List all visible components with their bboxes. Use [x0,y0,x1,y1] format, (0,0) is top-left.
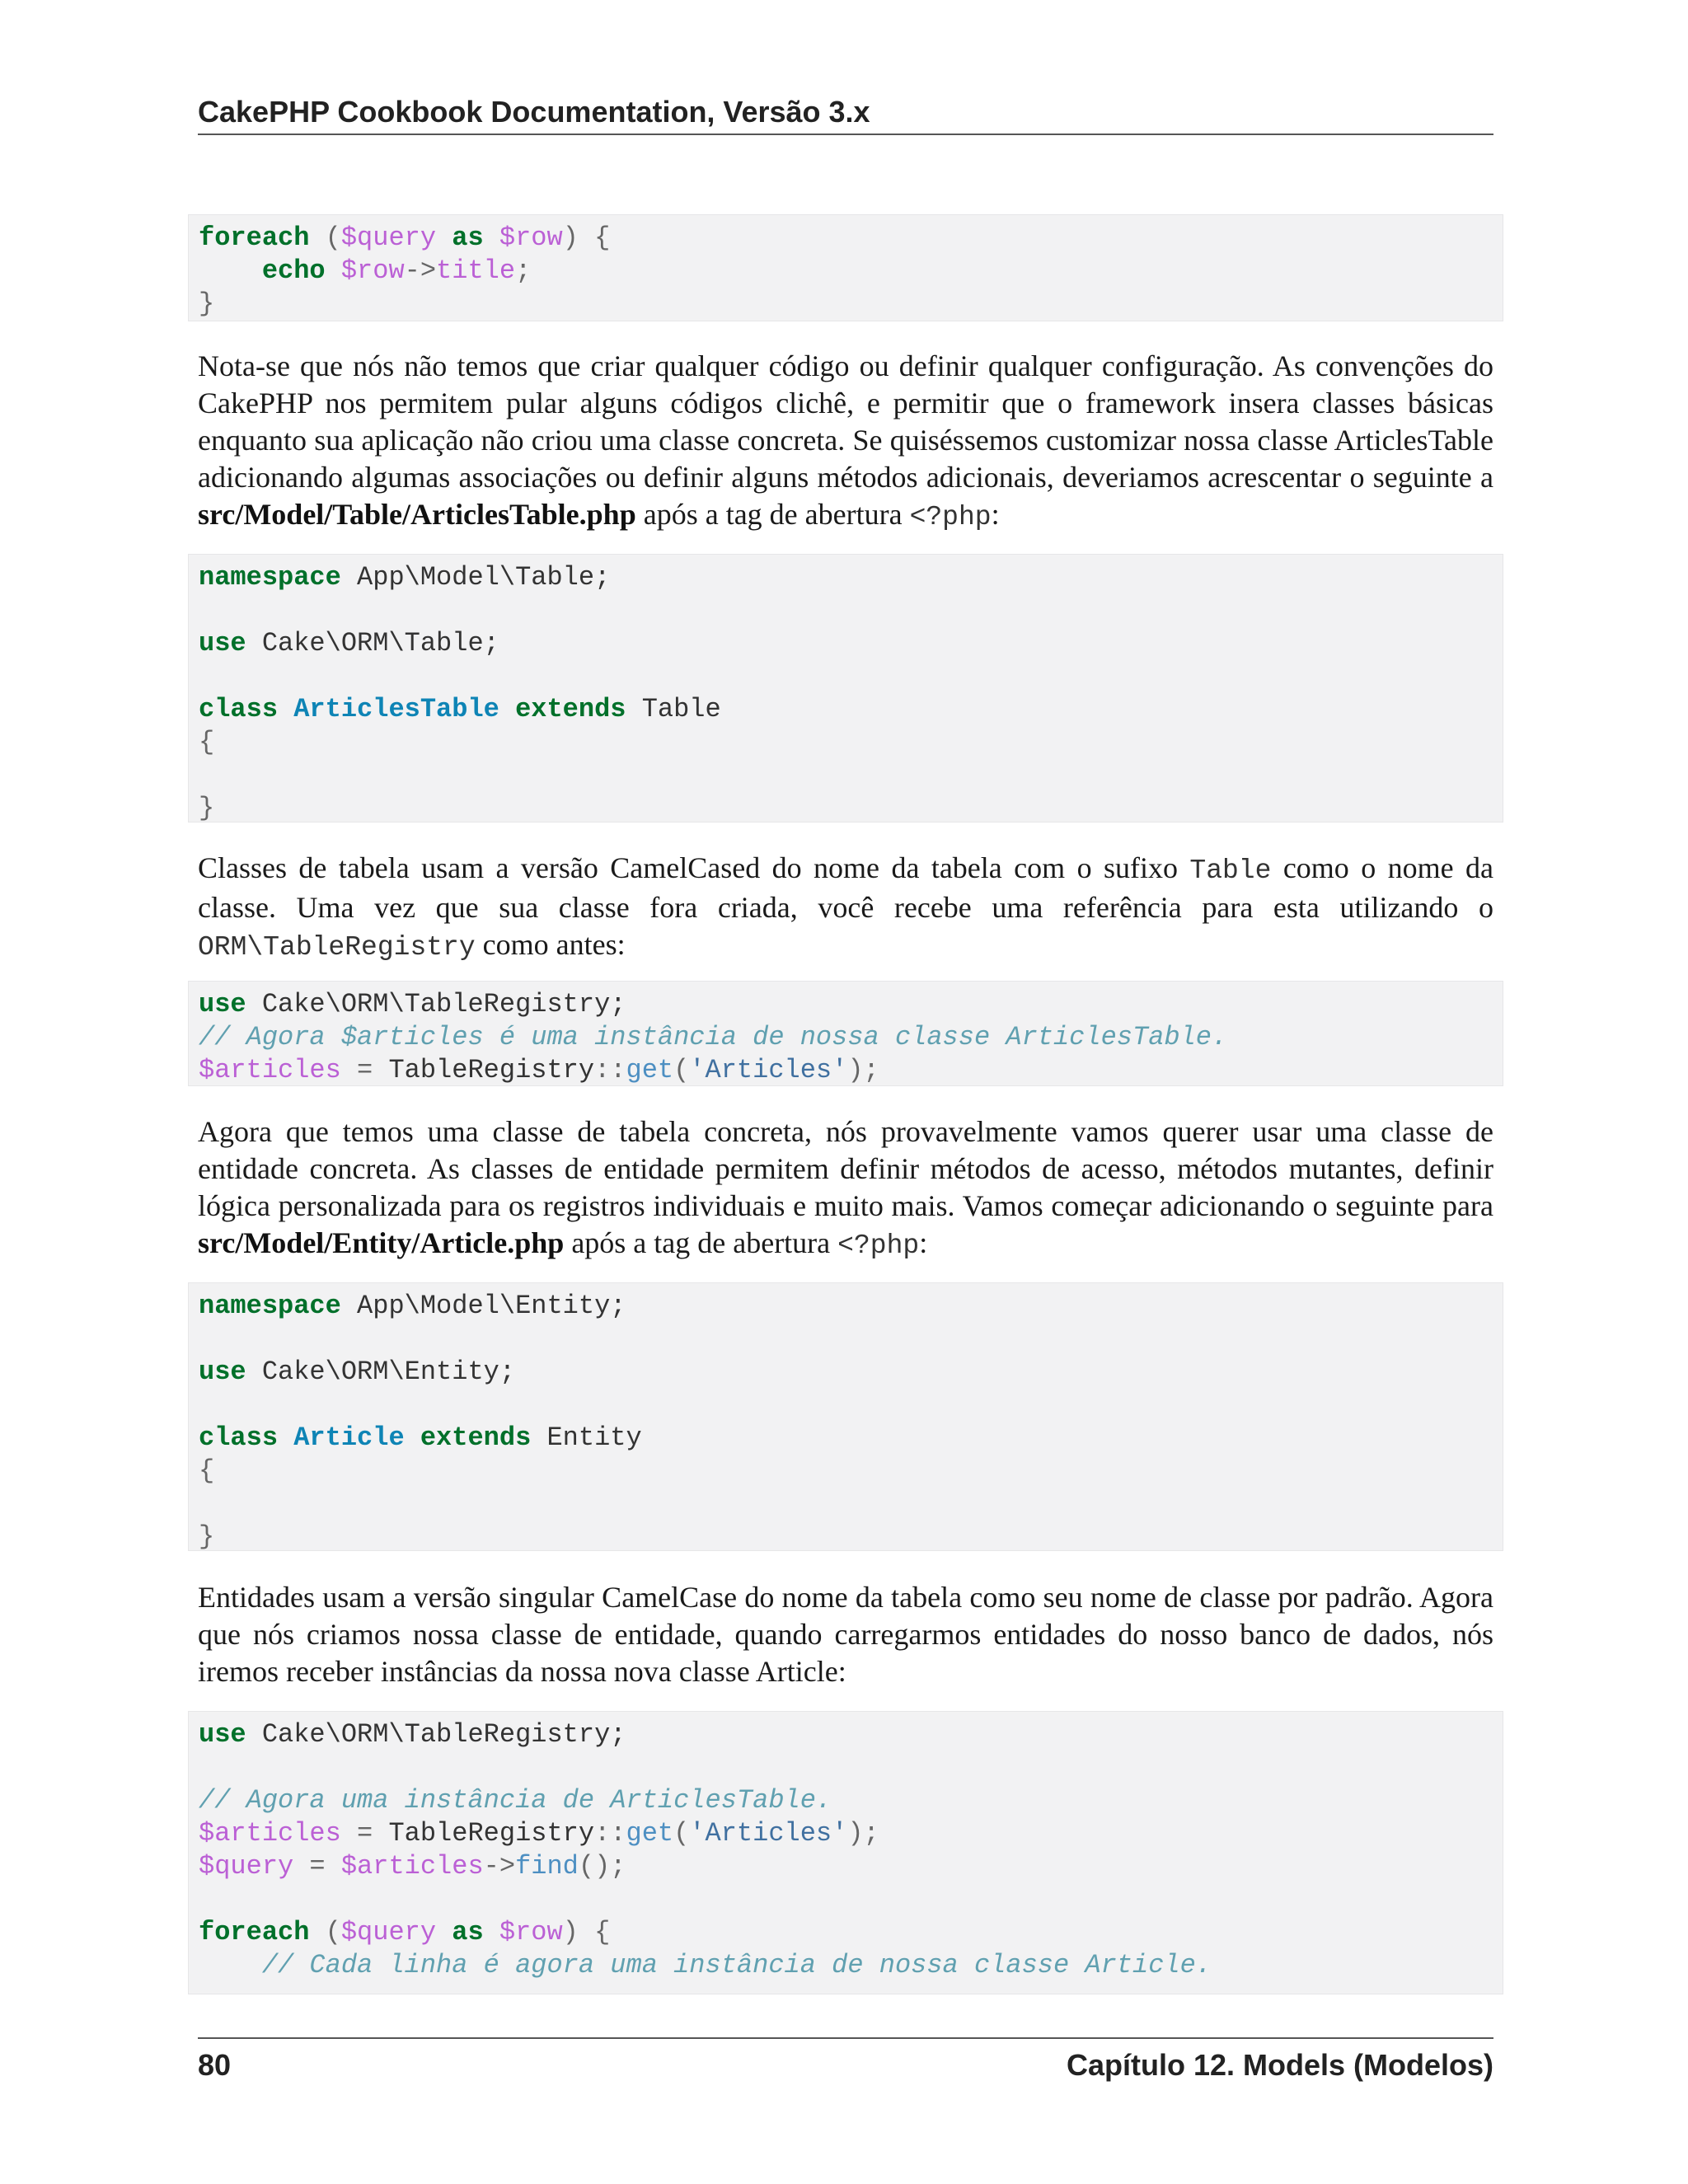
chapter-title: Capítulo 12. Models (Modelos) [1066,2048,1493,2082]
paragraph-entity-usage: Entidades usam a versão singular CamelCase do nome da tabela como seu nome de classe por padrão. Agora que nós criamos nossa classe de entidade, quando carregarmos entidades do nosso banco de dados, nós iremos receber instâncias da nossa nova classe Article: [198,1581,1493,1688]
code-comment: // Agora uma instância de ArticlesTable. [199,1785,832,1816]
code-block-foreach: foreach ($query as $row) { echo $row->title; } [188,214,1503,321]
paragraph-entity-intro: Agora que temos uma classe de tabela concreta, nós provavelmente vamos querer usar uma classe de entidade concreta. As classes de entidade permitem definir métodos de acesso, métodos mutantes, definir lógica personalizada para os registros individuais e muito mais. Vamos começar adicionando o seguinte para src/Model/Entity/Article.php após a tag de abertura <?php: [198,1115,1493,1261]
code-block-articles-table: namespace App\Model\Table; use Cake\ORM\Table; class ArticlesTable extends Table { } [188,554,1503,823]
footer-rule [198,2037,1493,2039]
code-block-table-registry: use Cake\ORM\TableRegistry; // Agora $articles é uma instância de nossa classe ArticlesTable. $articles = TableRegistry::get('Articles'); [188,981,1503,1086]
code-block-find-articles: use Cake\ORM\TableRegistry; // Agora uma instância de ArticlesTable. $articles = TableRegistry::get('Articles'); $query = $articles->find(); foreach ($query as $row) { // Cada linha é agora uma instância de nossa classe Article. [188,1711,1503,1994]
paragraph-table-classes: Classes de tabela usam a versão CamelCased do nome da tabela com o sufixo Table como o nome da classe. Uma vez que sua classe fora criada, você recebe uma referência para esta utilizando o ORM\TableRegistry como antes: [198,851,1493,963]
code-block-article-entity: namespace App\Model\Entity; use Cake\ORM\Entity; class Article extends Entity { } [188,1282,1503,1551]
paragraph-intro: Nota-se que nós não temos que criar qualquer código ou definir qualquer configuração. As convenções do CakePHP nos permitem pular alguns códigos clichê, e permitir que o framework insera classes básicas enquanto sua aplicação não criou uma classe concreta. Se quiséssemos customizar nossa classe ArticlesTable adicionando algumas associações ou definir alguns métodos adicionais, deveriamos acrescentar o seguinte a src/Model/Table/ArticlesTable.php após a tag de abertura <?php: [198,349,1493,532]
code-comment: // Cada linha é agora uma instância de nossa classe Article. [199,1950,1212,1980]
page-number: 80 [198,2048,232,2082]
code-comment: // Agora $articles é uma instância de nossa classe ArticlesTable. [199,1022,1228,1052]
running-header: CakePHP Cookbook Documentation, Versão 3.x [198,95,870,129]
file-path: src/Model/Table/ArticlesTable.php [198,498,636,531]
header-rule [198,134,1493,135]
code-keyword: foreach [199,223,310,253]
file-path: src/Model/Entity/Article.php [198,1226,565,1259]
